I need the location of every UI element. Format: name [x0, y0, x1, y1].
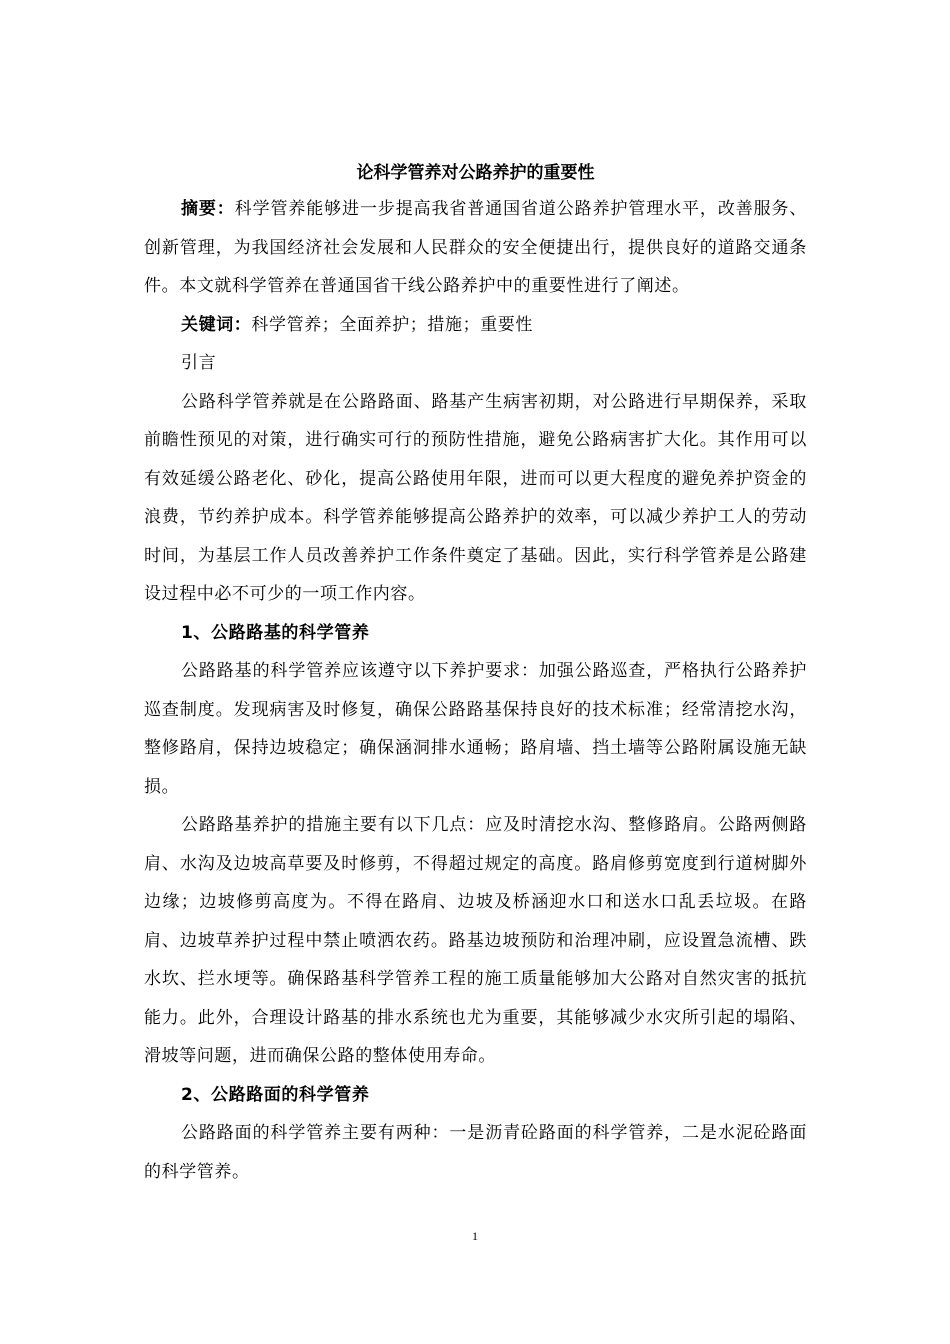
keywords-text: 科学管养；全面养护；措施；重要性	[251, 314, 534, 335]
keywords-label: 关键词：	[181, 314, 252, 335]
section1-paragraph-2: 公路路基养护的措施主要有以下几点：应及时清挖水沟、整修路肩。公路两侧路肩、水沟及边坡高草要及时修剪，不得超过规定的高度。路肩修剪宽度到行道树脚外边缘；边坡修剪高度为。不得在路肩、边坡及桥涵迎水口和送水口乱丢垃圾。在路肩、边坡草养护过程中禁止喷洒农药。路基边坡预防和治理冲刷，应设置急流槽、跌水坎、拦水埂等。确保路基科学管养工程的施工质量能够加大公路对自然灾害的抵抗能力。此外，合理设计路基的排水系统也尤为重要，其能够减少水灾所引起的塌陷、滑坡等问题，进而确保公路的整体使用寿命。	[144, 815, 807, 1066]
section2-paragraph-1: 公路路面的科学管养主要有两种：一是沥青砼路面的科学管养，二是水泥砼路面的科学管养。	[144, 1123, 807, 1182]
intro-heading: 引言	[181, 353, 217, 373]
abstract-paragraph	[144, 190, 807, 306]
document-title: 论科学管养对公路养护的重要性	[356, 163, 595, 183]
page-number: 1	[472, 1229, 478, 1243]
keywords-paragraph	[144, 306, 807, 345]
abstract-text: 科学管养能够进一步提高我省普通国省道公路养护管理水平，改善服务、创新管理，为我国经济社会发展和人民群众的安全便捷出行，提供良好的道路交通条件。本文就科学管养在普通国省干线公路养护中的重要性进行了阐述。	[144, 199, 807, 296]
section2-heading: 2、公路路面的科学管养	[181, 1084, 370, 1105]
section1-paragraph-1: 公路路基的科学管养应该遵守以下养护要求：加强公路巡查，严格执行公路养护巡查制度。发现病害及时修复，确保公路路基保持良好的技术标准；经常清挖水沟，整修路肩，保持边坡稳定；确保涵洞排水通畅；路肩墙、挡土墙等公路附属设施无缺损。	[144, 661, 807, 797]
intro-paragraph: 公路科学管养就是在公路路面、路基产生病害初期，对公路进行早期保养，采取前瞻性预见的对策，进行确实可行的预防性措施，避免公路病害扩大化。其作用可以有效延缓公路老化、砂化，提高公路使用年限，进而可以更大程度的避免养护资金的浪费，节约养护成本。科学管养能够提高公路养护的效率，可以减少养护工人的劳动时间，为基层工作人员改善养护工作条件奠定了基础。因此，实行科学管养是公路建设过程中必不可少的一项工作内容。	[144, 391, 807, 604]
section1-heading: 1、公路路基的科学管养	[181, 622, 370, 643]
abstract-label: 摘要：	[181, 199, 235, 219]
document-body	[144, 156, 807, 1191]
